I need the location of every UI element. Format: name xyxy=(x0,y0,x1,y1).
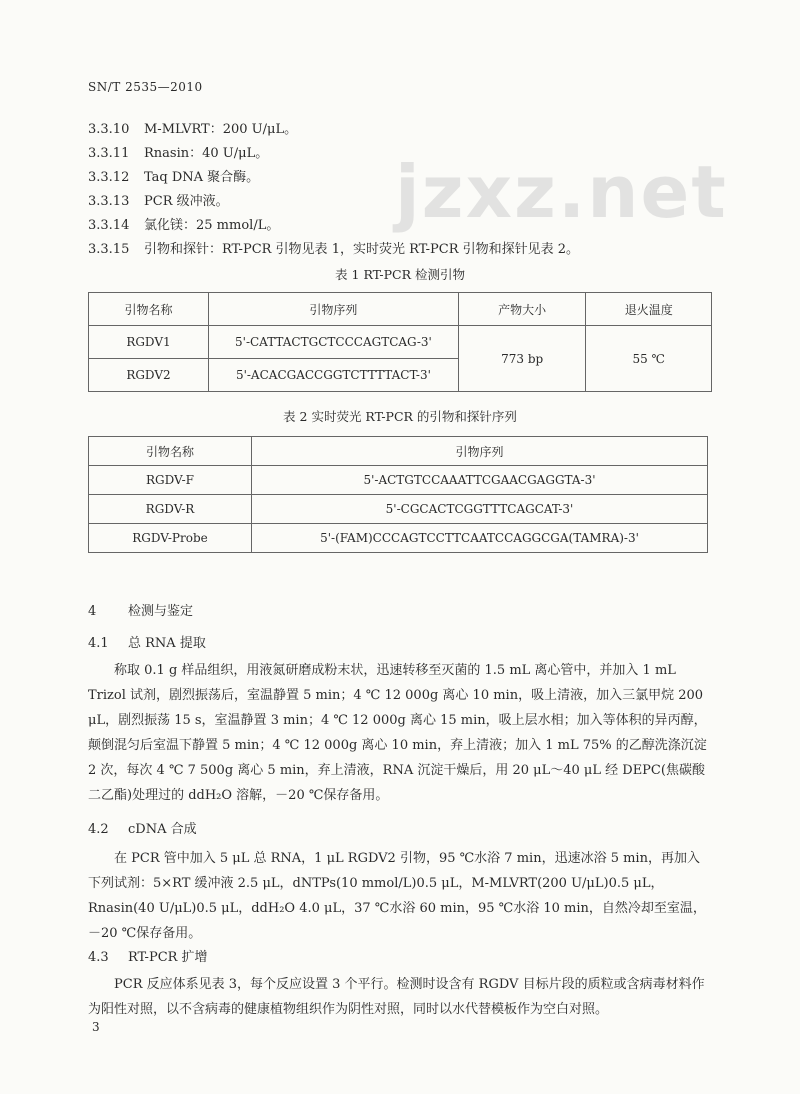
list-item xyxy=(88,214,279,233)
list-item-number: 3.3.15 xyxy=(88,242,130,257)
table-header-cell: 退火温度 xyxy=(586,293,712,326)
list-item xyxy=(88,238,579,257)
list-item-text: Rnasin：40 U/μL。 xyxy=(144,146,269,161)
paragraph: PCR 反应体系见表 3，每个反应设置 3 个平行。检测时设含有 RGDV 目标片段的质粒或含病毒材料作为阳性对照，以不含病毒的健康植物组织作为阴性对照，同时以水代替模板作为空白对照。 xyxy=(88,977,705,1017)
primer-sequence-cell: 5'-CGCACTCGGTTTCAGCAT-3' xyxy=(252,495,708,524)
paragraph: 称取 0.1 g 样品组织，用液氮研磨成粉末状，迅速转移至灭菌的 1.5 mL 离心管中，并加入 1 mL Trizol 试剂，剧烈振荡后，室温静置 5 min；4 ℃ 12 000g 离心 10 min，吸上清液，加入三氯甲烷 200 μL，剧烈振荡 15 s，室温静置 3 min；4 ℃ 12 000g 离心 15 min，吸上层水相；加入等体积的异丙醇，颠倒混匀后室温下静置 5 min；4 ℃ 12 000g 离心 10 min，弃上清液；加入 1 mL 75% 的乙醇洗涤沉淀 2 次，每次 4 ℃ 7 500g 离心 5 min，弃上清液，RNA 沉淀干燥后，用 20 μL～40 μL 经 DEPC(焦碳酸二乙酯)处理过的 ddH₂O 溶解，－20 ℃保存备用。 xyxy=(88,663,707,803)
table-row xyxy=(89,326,712,359)
table-header-cell: 引物名称 xyxy=(89,293,209,326)
watermark-logo: jzxz.net xyxy=(395,150,728,234)
section-heading xyxy=(88,818,197,837)
section-title: 检测与鉴定 xyxy=(128,604,194,619)
section-number: 4.2 xyxy=(88,822,109,837)
list-item-text: Taq DNA 聚合酶。 xyxy=(144,170,260,185)
primer-name-cell: RGDV-Probe xyxy=(89,524,252,553)
primer-name-cell: RGDV-F xyxy=(89,466,252,495)
list-item xyxy=(88,118,297,137)
list-item xyxy=(88,190,229,209)
primer-sequence-cell: 5'-ACTGTCCAAATTCGAACGAGGTA-3' xyxy=(252,466,708,495)
section-title: RT-PCR 扩增 xyxy=(128,950,208,965)
table-header-row xyxy=(89,293,712,326)
section-number: 4 xyxy=(88,604,97,619)
primer-sequence-cell: 5'-(FAM)CCCAGTCCTTCAATCCAGGCGA(TAMRA)-3' xyxy=(252,524,708,553)
primer-sequence-cell: 5'-ACACGACCGGTCTTTTACT-3' xyxy=(208,359,458,392)
page-number: 3 xyxy=(92,1020,100,1034)
table-row xyxy=(89,466,708,495)
section-title: 总 RNA 提取 xyxy=(128,636,206,651)
list-item-number: 3.3.11 xyxy=(88,146,130,161)
table-row xyxy=(89,495,708,524)
table-header-cell: 引物序列 xyxy=(208,293,458,326)
realtime-primer-probe-table xyxy=(88,436,708,553)
product-size-cell: 773 bp xyxy=(458,326,586,392)
table1-caption: 表 1 RT-PCR 检测引物 xyxy=(335,267,465,282)
section-title: cDNA 合成 xyxy=(128,822,197,837)
table-row xyxy=(89,524,708,553)
list-item-number: 3.3.10 xyxy=(88,122,130,137)
primer-name-cell: RGDV-R xyxy=(89,495,252,524)
table-header-cell: 引物序列 xyxy=(252,437,708,466)
list-item-text: M-MLVRT：200 U/μL。 xyxy=(144,122,298,137)
primer-sequence-cell: 5'-CATTACTGCTCCCAGTCAG-3' xyxy=(208,326,458,359)
list-item-text: PCR 级冲液。 xyxy=(144,194,229,209)
primer-name-cell: RGDV2 xyxy=(89,359,209,392)
list-item-number: 3.3.14 xyxy=(88,218,130,233)
standard-number-header: SN/T 2535—2010 xyxy=(88,80,203,94)
section-number: 4.3 xyxy=(88,950,109,965)
anneal-temp-cell: 55 ℃ xyxy=(586,326,712,392)
section-number: 4.1 xyxy=(88,636,109,651)
section-heading xyxy=(88,600,193,619)
list-item-number: 3.3.12 xyxy=(88,170,130,185)
section-heading xyxy=(88,946,208,965)
table-header-cell: 引物名称 xyxy=(89,437,252,466)
list-item-number: 3.3.13 xyxy=(88,194,130,209)
section-heading xyxy=(88,632,206,651)
table-header-cell: 产物大小 xyxy=(458,293,586,326)
list-item xyxy=(88,166,259,185)
list-item-text: 引物和探针：RT-PCR 引物见表 1，实时荧光 RT-PCR 引物和探针见表 2。 xyxy=(144,242,580,257)
list-item xyxy=(88,142,268,161)
table-header-row xyxy=(89,437,708,466)
table2-caption: 表 2 实时荧光 RT-PCR 的引物和探针序列 xyxy=(283,409,517,424)
rt-pcr-primer-table xyxy=(88,292,712,392)
primer-name-cell: RGDV1 xyxy=(89,326,209,359)
paragraph: 在 PCR 管中加入 5 μL 总 RNA，1 μL RGDV2 引物，95 ℃水浴 7 min，迅速冰浴 5 min，再加入下列试剂：5×RT 缓冲液 2.5 μL，dNTPs(10 mmol/L)0.5 μL，M-MLVRT(200 U/μL)0.5 μL，Rnasin(40 U/μL)0.5 μL，ddH₂O 4.0 μL，37 ℃水浴 60 min，95 ℃水浴 10 min，自然冷却至室温，－20 ℃保存备用。 xyxy=(88,851,706,941)
list-item-text: 氯化镁：25 mmol/L。 xyxy=(144,218,280,233)
